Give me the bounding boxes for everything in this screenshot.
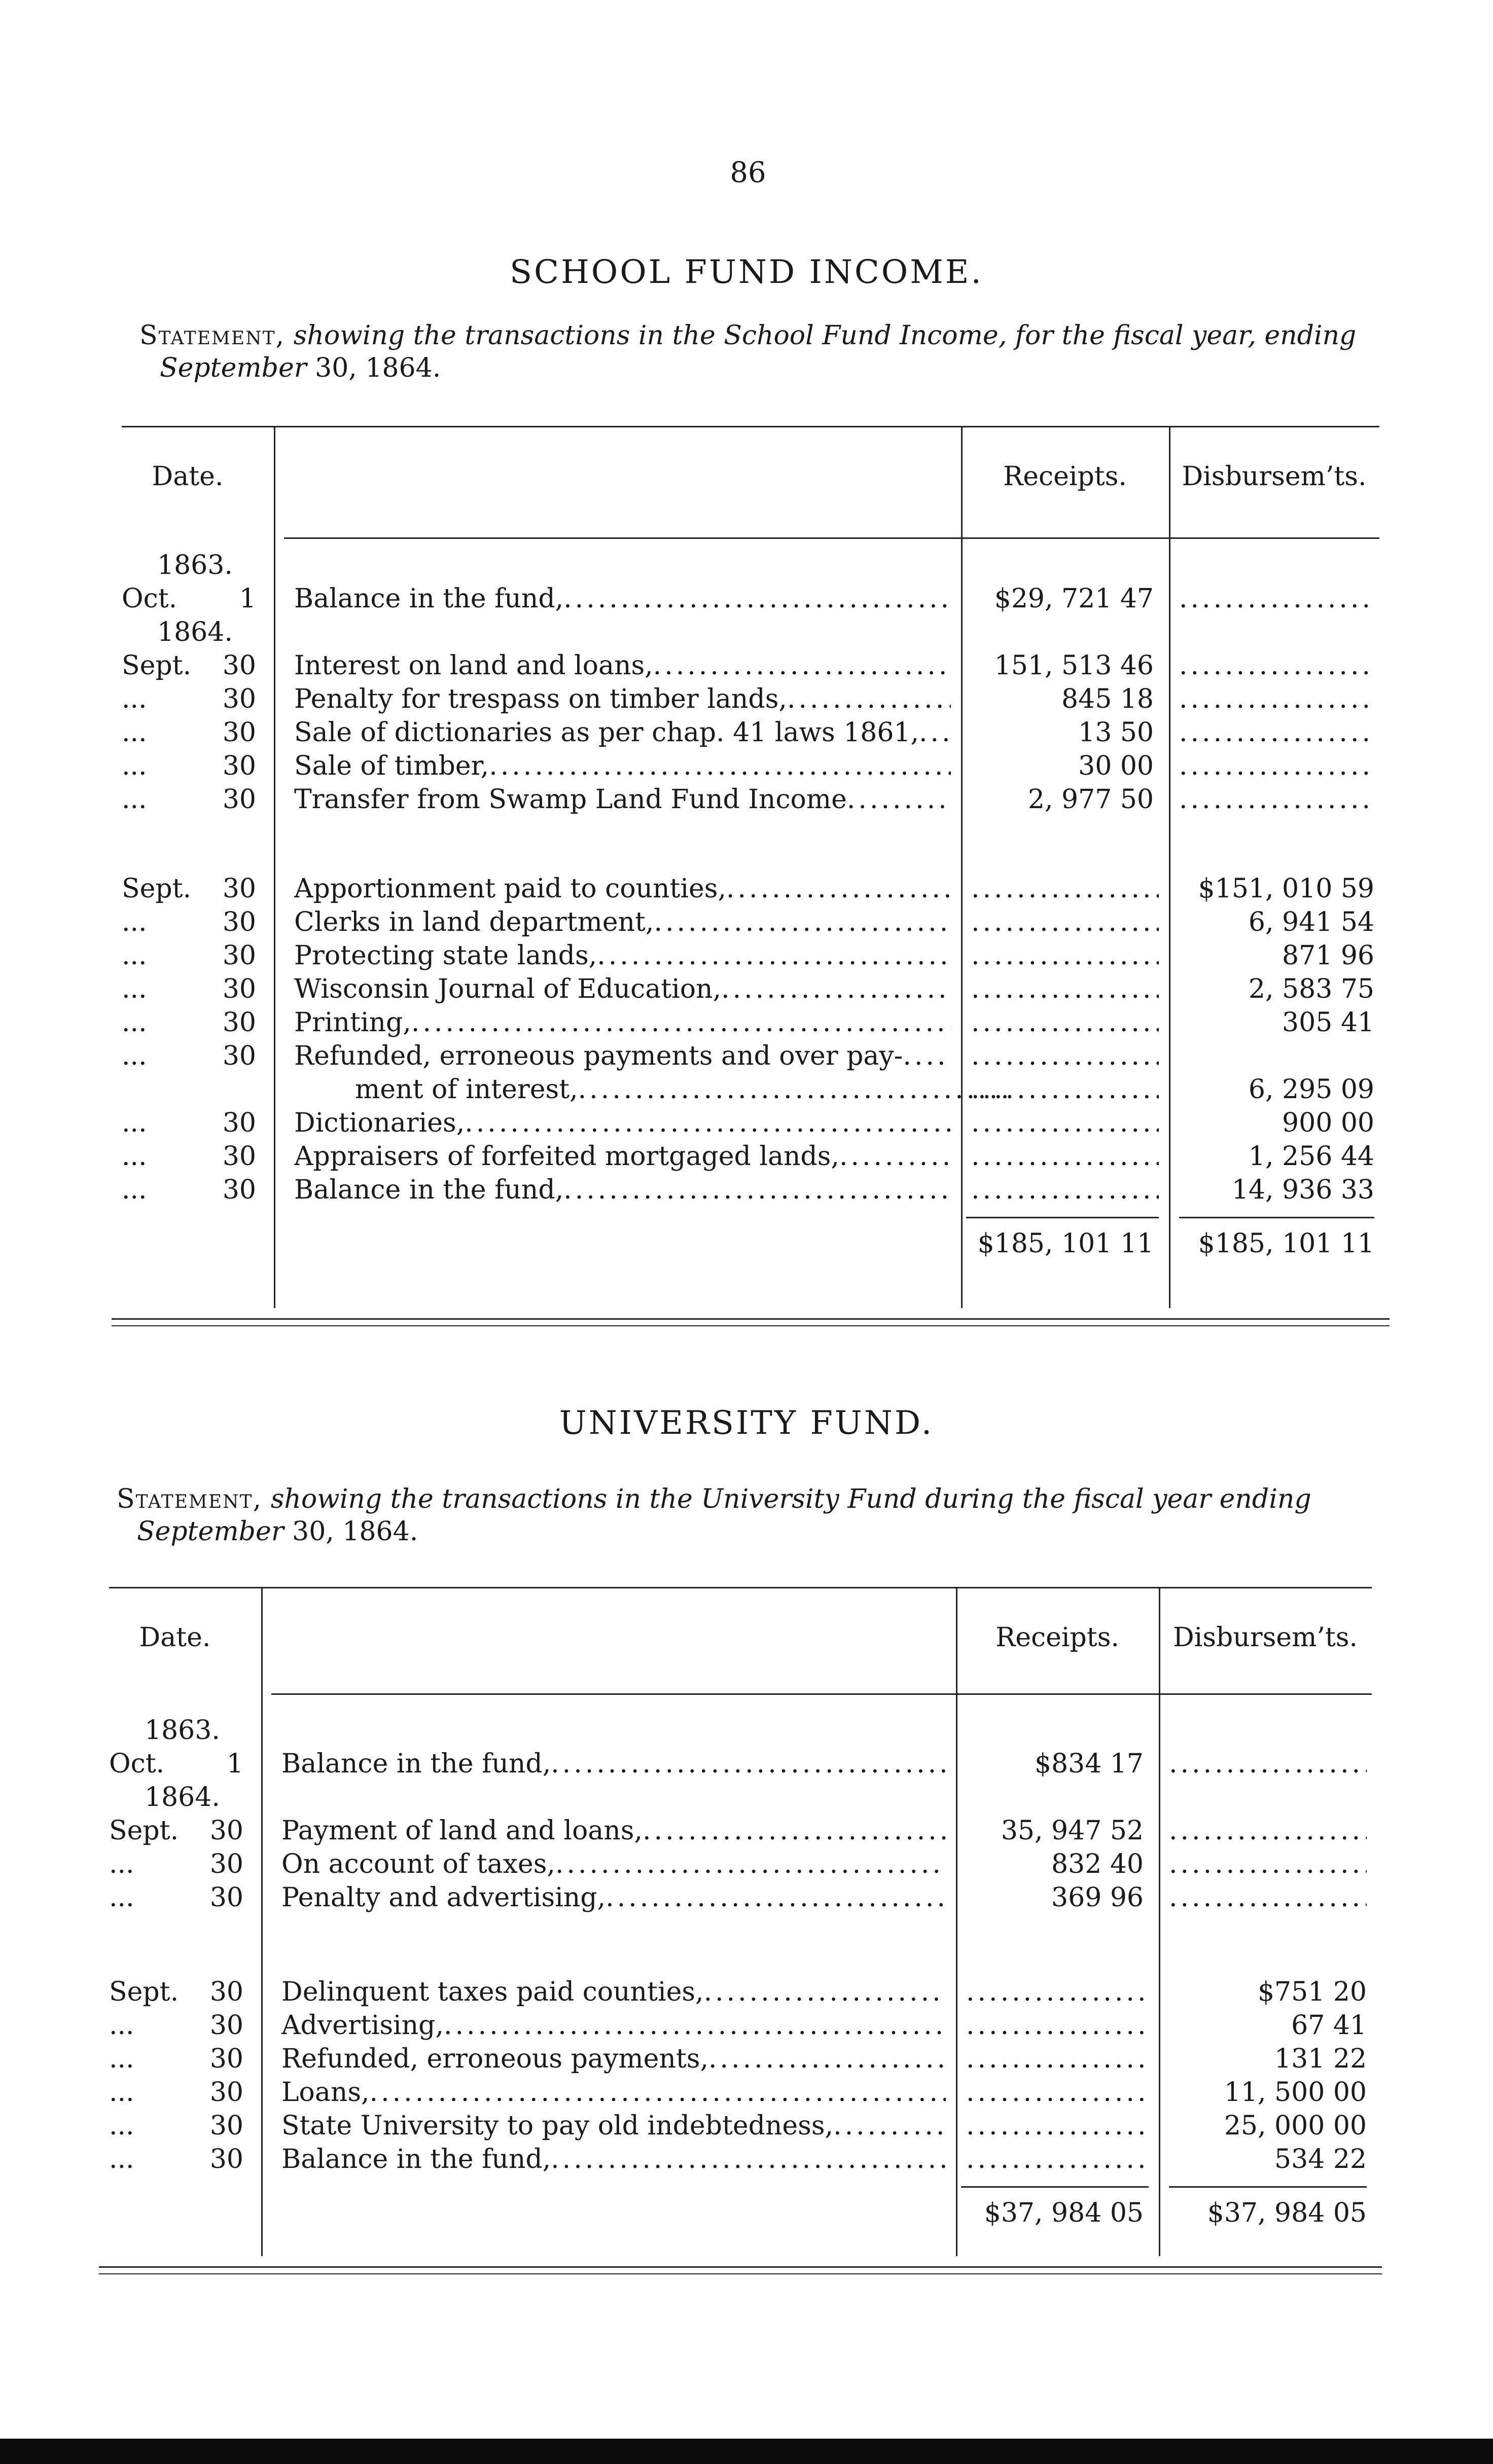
year-label: 1863. [145, 1715, 220, 1746]
dot-leader [971, 1073, 1159, 1106]
month-label: ... [109, 2077, 134, 2108]
table-row [109, 2076, 1372, 2109]
header-receipts: Receipts. [1003, 461, 1127, 492]
table-row [122, 549, 1379, 582]
entry-description: Apportionment paid to counties, ..... [294, 872, 951, 905]
entry-description: Refunded, erroneous payments and over pay- ..... [294, 1039, 951, 1073]
dot-leader [1179, 749, 1374, 783]
table-row [122, 716, 1379, 749]
receipt-amount: 845 18 [1061, 684, 1154, 714]
day-label: 30 [209, 2144, 243, 2175]
total-rule [1169, 2186, 1367, 2188]
month-label: ... [122, 1175, 147, 1205]
receipt-amount: 2, 977 50 [1027, 784, 1154, 815]
university-statement [117, 1483, 1374, 1548]
table-top-rule [122, 426, 1379, 427]
school-statement-month: September [160, 353, 307, 383]
table-row [109, 1747, 1372, 1781]
disbursement-amount: 871 96 [1282, 940, 1374, 971]
day-label: 30 [222, 1041, 256, 1071]
day-label: 30 [222, 684, 256, 714]
month-label: ... [122, 1141, 147, 1172]
entry-description: Sale of dictionaries as per chap. 41 laws 1861, ..... [294, 716, 951, 749]
entry-description: Sale of timber, ..... [294, 749, 951, 783]
dot-leader [971, 1039, 1159, 1073]
day-label: 30 [209, 2111, 243, 2141]
disbursement-amount: 25, 000 00 [1224, 2111, 1367, 2141]
disbursement-amount: $751 20 [1257, 1977, 1367, 2007]
dot-leader [971, 1106, 1159, 1140]
dot-leader [1179, 783, 1374, 816]
dot-leader [971, 1006, 1159, 1039]
entry-description: Delinquent taxes paid counties, ..... [281, 1975, 946, 2009]
table-row [109, 2009, 1372, 2042]
table-row [122, 615, 1379, 649]
dot-leader [971, 972, 1159, 1006]
disbursement-amount: 1, 256 44 [1248, 1141, 1374, 1172]
entry-description: Wisconsin Journal of Education, ..... [294, 972, 951, 1006]
school-statement [139, 319, 1377, 384]
entry-description: ment of interest, ..... [294, 1073, 1012, 1106]
entry-description: Appraisers of forfeited mortgaged lands, ..... [294, 1140, 951, 1173]
table-row [109, 2143, 1372, 2176]
receipt-amount: $834 17 [1034, 1749, 1144, 1779]
school-statement-text: showing the transactions in the School Fund Income, for the fiscal year, ending [293, 320, 1357, 351]
dot-leader [966, 2009, 1149, 2042]
month-label: ... [109, 2144, 134, 2175]
entry-description: Penalty and advertising, ..... [281, 1881, 946, 1914]
day-label: 30 [222, 940, 256, 971]
entry-description: State University to pay old indebtedness, ..... [281, 2109, 946, 2143]
table-bottom-rule [112, 1325, 1390, 1326]
disbursement-amount: $151, 010 59 [1198, 874, 1374, 904]
month-label: ... [122, 1041, 147, 1071]
table-row [122, 939, 1379, 972]
dot-leader [1179, 682, 1374, 716]
month-label: Sept. [122, 874, 192, 904]
total-rule [961, 2186, 1149, 2188]
university-fund-title: UNIVERSITY FUND. [559, 1404, 934, 1442]
disbursement-amount: 6, 941 54 [1248, 907, 1374, 937]
entry-description: Transfer from Swamp Land Fund Income ..... [294, 783, 951, 816]
day-label: 30 [209, 1849, 243, 1879]
day-label: 30 [222, 974, 256, 1004]
dot-leader [1169, 1881, 1367, 1914]
header-rule [271, 1693, 1372, 1695]
total-receipts: $185, 101 11 [977, 1228, 1154, 1259]
day-label: 30 [222, 874, 256, 904]
table-row [109, 1814, 1372, 1847]
month-label: ... [122, 974, 147, 1004]
dot-leader [971, 939, 1159, 972]
entry-description: Advertising, ..... [281, 2009, 946, 2042]
day-label: 30 [209, 2044, 243, 2074]
year-label: 1863. [157, 550, 233, 581]
scan-edge [0, 2439, 1493, 2464]
header-date: Date. [152, 461, 224, 492]
day-label: 30 [209, 2010, 243, 2041]
day-label: 30 [222, 751, 256, 781]
dot-leader [1169, 1814, 1367, 1847]
entry-description: Protecting state lands, ..... [294, 939, 951, 972]
entry-description: Balance in the fund, ..... [281, 1747, 946, 1781]
table-row [109, 1975, 1372, 2009]
entry-description: Loans, ..... [281, 2076, 946, 2109]
table-row [122, 649, 1379, 682]
university-fund-table [109, 1587, 1372, 2307]
receipt-amount: $29, 721 47 [994, 584, 1154, 614]
day-label: 30 [222, 1141, 256, 1172]
table-row [122, 1173, 1379, 1207]
entry-description: Dictionaries, ..... [294, 1106, 951, 1140]
university-statement-label: Statement, [117, 1484, 263, 1514]
receipt-amount: 832 40 [1051, 1849, 1144, 1879]
month-label: ... [109, 2044, 134, 2074]
receipt-amount: 151, 513 46 [994, 650, 1154, 681]
entry-description: Interest on land and loans, ..... [294, 649, 951, 682]
table-row [122, 1006, 1379, 1039]
table-row [122, 972, 1379, 1006]
header-rule [284, 537, 1379, 539]
table-row [122, 749, 1379, 783]
disbursement-amount: 2, 583 75 [1248, 974, 1374, 1004]
table-row [109, 1847, 1372, 1881]
disbursement-amount: 14, 936 33 [1231, 1175, 1374, 1205]
table-row [109, 2109, 1372, 2143]
receipt-amount: 13 50 [1078, 717, 1154, 748]
university-statement-text: showing the transactions in the University Fund during the fiscal year ending [270, 1484, 1311, 1514]
day-label: 1 [239, 584, 256, 614]
receipt-amount: 369 96 [1051, 1882, 1144, 1913]
table-row [122, 1140, 1379, 1173]
table-bottom-rule [112, 1318, 1390, 1320]
header-disbursements: Disbursem’ts. [1172, 1622, 1358, 1653]
disbursement-amount: 305 41 [1282, 1007, 1374, 1038]
table-row [109, 1781, 1372, 1814]
entry-description: On account of taxes, ..... [281, 1847, 946, 1881]
month-label: ... [122, 784, 147, 815]
totals-row [109, 2196, 1372, 2230]
month-label: ... [122, 717, 147, 748]
month-label: Oct. [109, 1749, 165, 1779]
day-label: 1 [226, 1749, 243, 1779]
month-label: ... [109, 2111, 134, 2141]
table-row [122, 582, 1379, 615]
month-label: ... [122, 907, 147, 937]
dot-leader [1179, 649, 1374, 682]
year-label: 1864. [157, 617, 233, 647]
total-rule [1179, 1217, 1374, 1218]
disbursement-amount: 900 00 [1282, 1108, 1374, 1138]
page-number: 86 [730, 156, 766, 189]
university-statement-month: September [137, 1516, 284, 1547]
disbursement-amount: 534 22 [1274, 2144, 1367, 2175]
day-label: 30 [222, 1007, 256, 1038]
day-label: 30 [209, 1977, 243, 2007]
entry-description: Clerks in land department, ..... [294, 905, 951, 939]
receipt-amount: 35, 947 52 [1001, 1816, 1144, 1846]
month-label: Sept. [109, 1977, 179, 2007]
dot-leader [966, 2042, 1149, 2076]
month-label: ... [122, 684, 147, 714]
disbursement-amount: 6, 295 09 [1248, 1074, 1374, 1105]
day-label: 30 [209, 1882, 243, 1913]
dot-leader [1169, 1847, 1367, 1881]
receipt-amount: 30 00 [1078, 751, 1154, 781]
table-bottom-rule [99, 2266, 1382, 2268]
month-label: ... [109, 1882, 134, 1913]
month-label: ... [122, 1108, 147, 1138]
day-label: 30 [222, 907, 256, 937]
table-row [122, 1073, 1379, 1106]
month-label: ... [122, 751, 147, 781]
month-label: ... [122, 1007, 147, 1038]
table-row [122, 1106, 1379, 1140]
month-label: ... [122, 940, 147, 971]
dot-leader [1169, 1747, 1367, 1781]
disbursement-amount: 131 22 [1274, 2044, 1367, 2074]
school-statement-label: Statement, [139, 320, 286, 351]
disbursement-amount: 67 41 [1291, 2010, 1367, 2041]
header-disbursements: Disbursem’ts. [1182, 461, 1367, 492]
dot-leader [971, 1173, 1159, 1207]
day-label: 30 [222, 717, 256, 748]
table-bottom-rule [99, 2273, 1382, 2274]
total-rule [966, 1217, 1159, 1218]
day-label: 30 [222, 650, 256, 681]
dot-leader [966, 2076, 1149, 2109]
entry-description: Balance in the fund, ..... [294, 1173, 951, 1207]
entry-description: Balance in the fund, ..... [281, 2143, 946, 2176]
table-row [109, 2042, 1372, 2076]
table-top-rule [109, 1587, 1372, 1588]
day-label: 30 [209, 2077, 243, 2108]
total-disbursements: $185, 101 11 [1198, 1228, 1374, 1259]
month-label: ... [109, 1849, 134, 1879]
table-row [122, 1039, 1379, 1073]
totals-row [122, 1227, 1379, 1260]
table-row [122, 682, 1379, 716]
dot-leader [966, 2143, 1149, 2176]
table-row [122, 905, 1379, 939]
total-disbursements: $37, 984 05 [1207, 2198, 1367, 2228]
day-label: 30 [222, 1175, 256, 1205]
school-fund-title: SCHOOL FUND INCOME. [510, 253, 983, 291]
total-receipts: $37, 984 05 [984, 2198, 1144, 2228]
table-row [122, 872, 1379, 905]
dot-leader [1179, 716, 1374, 749]
year-label: 1864. [145, 1782, 220, 1813]
day-label: 30 [209, 1816, 243, 1846]
dot-leader [971, 872, 1159, 905]
day-label: 30 [222, 784, 256, 815]
entry-description: Balance in the fund, ..... [294, 582, 951, 615]
school-fund-table [122, 426, 1379, 1318]
header-receipts: Receipts. [996, 1622, 1119, 1653]
month-label: Sept. [109, 1816, 179, 1846]
header-date: Date. [139, 1622, 211, 1653]
disbursement-amount: 11, 500 00 [1224, 2077, 1367, 2108]
entry-description: Penalty for trespass on timber lands, ..... [294, 682, 951, 716]
school-statement-date: 30, 1864. [315, 353, 441, 383]
table-row [122, 783, 1379, 816]
entry-description: Refunded, erroneous payments, ..... [281, 2042, 946, 2076]
entry-description: Printing, ..... [294, 1006, 951, 1039]
dot-leader [1179, 582, 1374, 615]
table-row [109, 1714, 1372, 1747]
university-statement-date: 30, 1864. [292, 1516, 418, 1547]
dot-leader [966, 1975, 1149, 2009]
day-label: 30 [222, 1108, 256, 1138]
dot-leader [971, 1140, 1159, 1173]
entry-description: Payment of land and loans, ..... [281, 1814, 946, 1847]
month-label: ... [109, 2010, 134, 2041]
month-label: Oct. [122, 584, 177, 614]
month-label: Sept. [122, 650, 192, 681]
table-row [109, 1881, 1372, 1914]
dot-leader [966, 2109, 1149, 2143]
dot-leader [971, 905, 1159, 939]
